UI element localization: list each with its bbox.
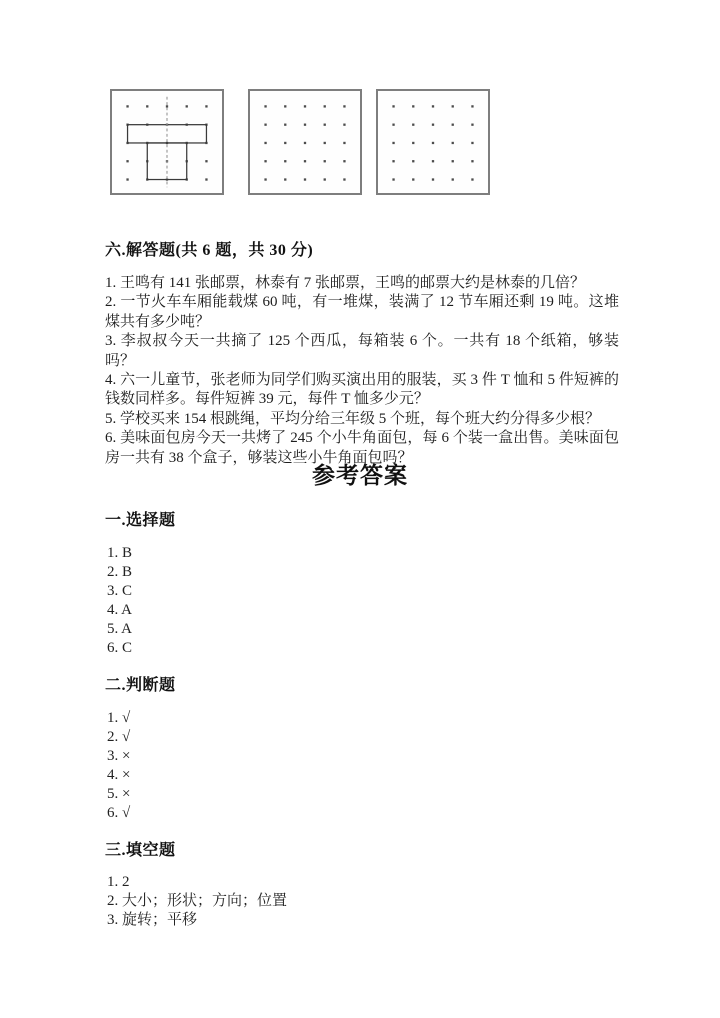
answers-title: 参考答案 (312, 463, 408, 488)
answer-section-heading-blank: 三.填空题 (105, 842, 176, 859)
dot-grid-empty-2 (376, 89, 490, 195)
blank-answer-list (107, 873, 287, 930)
problem-item-2: 2. 一节火车车厢能载煤 60 吨，有一堆煤，装满了 12 节车厢还剩 19 吨。这堆煤共有多少吨？ (105, 294, 619, 330)
problem-item-5: 5. 学校买来 154 根跳绳，平均分给三年级 5 个班，每个班大约分得多少根？ (105, 410, 601, 427)
judge-answer-item: 5. × (107, 785, 131, 802)
dot-grid-empty-1 (248, 89, 362, 195)
choice-answer-item: 1. B (107, 545, 133, 561)
choice-answer-item: 3. C (107, 582, 133, 599)
problem-item-6: 6. 美味面包房今天一共烤了 245 个小牛角面包，每 6 个装一盒出售。美味面包房一共有 38 个盒子，够装这些小牛角面包吗？ (105, 430, 619, 466)
dot-grid-with-shape (110, 89, 224, 195)
choice-answer-item: 5. A (107, 620, 133, 637)
choice-answer-item: 6. C (107, 639, 133, 656)
choice-answer-item: 2. B (107, 563, 133, 580)
judge-answer-item: 4. × (107, 766, 131, 783)
section-six-heading: 六.解答题(共 6 题，共 30 分) (105, 242, 314, 259)
problem-item-3: 3. 李叔叔今天一共摘了 125 个西瓜，每箱装 6 个。一共有 18 个纸箱，够装吗？ (105, 333, 619, 369)
choice-answer-list (107, 544, 132, 657)
answer-section-heading-choice: 一.选择题 (105, 512, 176, 529)
judge-answer-item: 6. √ (107, 804, 131, 821)
blank-answer-item: 3. 旋转；平移 (107, 911, 198, 928)
problem-item-4: 4. 六一儿童节，张老师为同学们购买演出用的服装，买 3 件 T 恤和 5 件短裤的钱数同样多。每件短裤 39 元，每件 T 恤多少元？ (105, 372, 619, 408)
answer-section-heading-judge: 二.判断题 (105, 677, 176, 694)
problem-item-1: 1. 王鸣有 141 张邮票，林泰有 7 张邮票，王鸣的邮票大约是林泰的几倍？ (105, 275, 586, 291)
judge-answer-item: 3. × (107, 747, 131, 764)
problem-list (105, 274, 619, 468)
judge-answer-list (107, 709, 130, 822)
blank-answer-item: 2. 大小；形状；方向；位置 (107, 892, 288, 909)
judge-answer-item: 2. √ (107, 728, 131, 745)
blank-answer-item: 1. 2 (107, 874, 130, 890)
choice-answer-item: 4. A (107, 601, 133, 618)
judge-answer-item: 1. √ (107, 710, 131, 726)
